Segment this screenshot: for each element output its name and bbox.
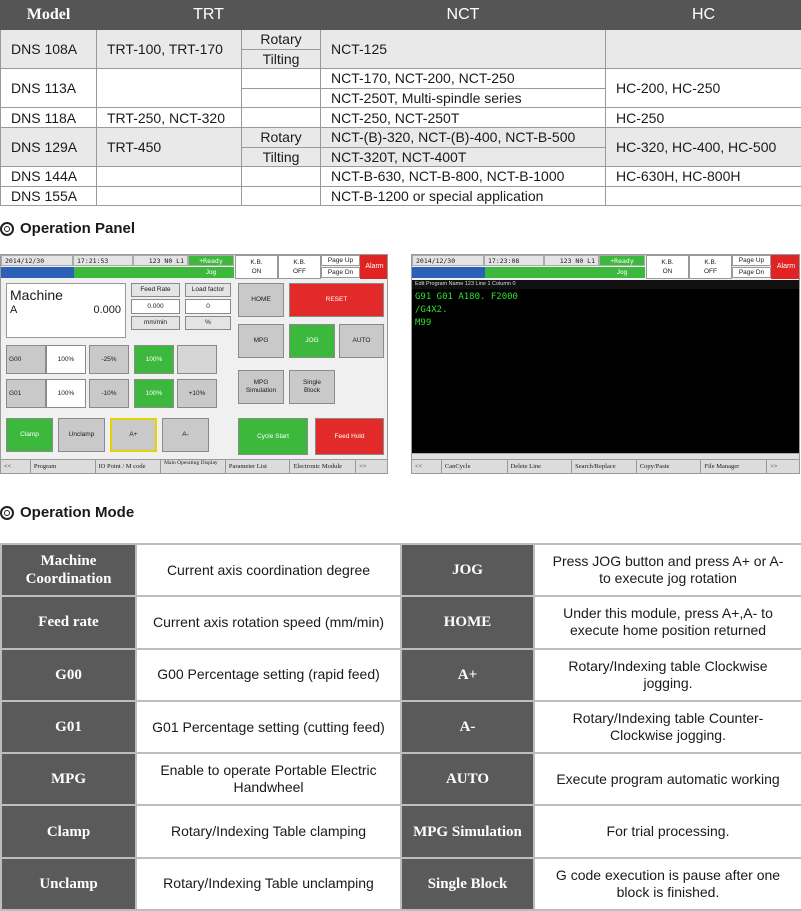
trt-cell: TRT-100, TRT-170 bbox=[97, 30, 242, 69]
g00-label: G00 bbox=[6, 345, 46, 374]
hc-cell: HC-250 bbox=[606, 108, 801, 128]
code-line: M99 bbox=[415, 317, 796, 330]
page-up-button[interactable]: Page Up bbox=[732, 255, 771, 266]
time-display bbox=[73, 255, 133, 266]
axis-value: 0.000 bbox=[93, 304, 121, 316]
mode-desc-cell: G01 Percentage setting (cutting feed) bbox=[136, 701, 401, 753]
mode-desc-cell: Execute program automatic working bbox=[534, 753, 801, 805]
model-cell: DNS 108A bbox=[1, 30, 97, 69]
operation-panel-heading bbox=[0, 220, 135, 237]
edit-info-bar: Edit Program Name 123 Line 1 Column 0 bbox=[412, 280, 799, 289]
hc-cell: HC-200, HC-250 bbox=[606, 69, 801, 108]
model-cell: DNS 113A bbox=[1, 69, 97, 108]
time-text: 17:23:08 bbox=[488, 257, 519, 265]
clamp-button[interactable]: Clamp bbox=[6, 418, 53, 452]
mode-key-cell: HOME bbox=[401, 596, 534, 648]
sub-type-cell: Rotary bbox=[242, 127, 321, 147]
unclamp-button[interactable]: Unclamp bbox=[58, 418, 105, 452]
axis-label: A bbox=[10, 304, 17, 316]
hc-cell bbox=[606, 186, 801, 206]
hc-cell: HC-320, HC-400, HC-500 bbox=[606, 127, 801, 166]
mpg-sim-line1: MPG bbox=[254, 379, 269, 387]
bottom-nav-bar bbox=[412, 459, 799, 473]
mode-desc-cell: Press JOG button and press A+ or A- to execute jog rotation bbox=[534, 544, 801, 596]
nct-cell: NCT-320T, NCT-400T bbox=[321, 147, 606, 167]
mode-desc-cell: For trial processing. bbox=[534, 805, 801, 857]
date-display bbox=[1, 255, 73, 266]
g00-plus-button[interactable] bbox=[177, 345, 217, 374]
model-cell: DNS 129A bbox=[1, 127, 97, 166]
alarm-indicator[interactable]: Alarm bbox=[771, 255, 800, 279]
kb-label: K.B. bbox=[704, 259, 716, 266]
table-row bbox=[1, 108, 801, 128]
load-factor-label: Load factor bbox=[185, 283, 231, 297]
auto-button[interactable]: AUTO bbox=[339, 324, 384, 358]
home-button[interactable]: HOME bbox=[238, 283, 284, 317]
double-circle-icon bbox=[0, 506, 14, 520]
sub-type-cell bbox=[242, 167, 321, 187]
nct-cell: NCT-(B)-320, NCT-(B)-400, NCT-B-500 bbox=[321, 127, 606, 147]
kb-label: K.B. bbox=[250, 259, 262, 266]
header-hc: HC bbox=[606, 1, 801, 30]
mode-key-cell: Single Block bbox=[401, 858, 534, 910]
kb-on-button[interactable] bbox=[646, 255, 689, 279]
nct-cell: NCT-250T, Multi-spindle series bbox=[321, 88, 606, 108]
g01-percentage: 100% bbox=[46, 379, 86, 408]
kb-off-button[interactable] bbox=[278, 255, 321, 279]
nav-copy-paste[interactable]: Copy/Paste bbox=[637, 460, 702, 473]
progress-bar-blue bbox=[1, 267, 74, 278]
ready-status bbox=[188, 255, 234, 266]
hc-cell: HC-630H, HC-800H bbox=[606, 167, 801, 187]
status-bar bbox=[1, 255, 387, 279]
kb-label: K.B. bbox=[661, 259, 673, 266]
table-row bbox=[1, 69, 801, 89]
single-block-button[interactable] bbox=[289, 370, 335, 404]
load-factor-unit: % bbox=[185, 316, 231, 330]
trt-cell: TRT-450 bbox=[97, 127, 242, 166]
nav-prev-button[interactable]: << bbox=[412, 460, 442, 473]
hc-cell bbox=[606, 30, 801, 69]
code-text: 123 N0 L1 bbox=[149, 257, 184, 265]
alarm-indicator[interactable]: Alarm bbox=[360, 255, 388, 279]
kb-on-label: ON bbox=[663, 268, 673, 275]
mode-key-cell: MPG bbox=[1, 753, 136, 805]
feed-rate-label: Feed Rate bbox=[131, 283, 180, 297]
status-bar bbox=[412, 255, 799, 279]
mode-desc-cell: Rotary/Indexing Table unclamping bbox=[136, 858, 401, 910]
table-row bbox=[1, 167, 801, 187]
page-up-button[interactable]: Page Up bbox=[321, 255, 360, 266]
table-row bbox=[1, 753, 801, 805]
reset-button[interactable]: RESET bbox=[289, 283, 384, 317]
kb-on-button[interactable] bbox=[235, 255, 278, 279]
operation-mode-heading bbox=[0, 504, 134, 521]
section-title: Operation Mode bbox=[20, 504, 134, 521]
sub-type-cell bbox=[242, 69, 321, 89]
nav-parameter-list[interactable]: Parameter List bbox=[226, 460, 291, 473]
cycle-start-button[interactable]: Cycle Start bbox=[238, 418, 308, 455]
progress-bar-blue bbox=[412, 267, 485, 278]
mode-indicator: Jog bbox=[599, 267, 645, 278]
mode-key-cell: Clamp bbox=[1, 805, 136, 857]
nct-cell: NCT-125 bbox=[321, 30, 606, 69]
nct-cell: NCT-250, NCT-250T bbox=[321, 108, 606, 128]
nav-file-manager[interactable]: File Manager bbox=[701, 460, 767, 473]
nav-electronic-module[interactable]: Electronic Module bbox=[290, 460, 356, 473]
mode-desc-cell: Rotary/Indexing Table clamping bbox=[136, 805, 401, 857]
model-cell: DNS 155A bbox=[1, 186, 97, 206]
nav-search-replace[interactable]: Search/Replace bbox=[572, 460, 637, 473]
mpg-simulation-button[interactable] bbox=[238, 370, 284, 404]
mode-key-cell: JOG bbox=[401, 544, 534, 596]
bottom-nav-bar bbox=[1, 459, 387, 473]
date-text: 2014/12/30 bbox=[5, 257, 44, 265]
program-code-display bbox=[133, 255, 188, 266]
mode-desc-cell: Rotary/Indexing table Counter-Clockwise jogging. bbox=[534, 701, 801, 753]
sub-type-cell: Tilting bbox=[242, 147, 321, 167]
sub-type-cell bbox=[242, 108, 321, 128]
trt-cell: TRT-250, NCT-320 bbox=[97, 108, 242, 128]
table-row bbox=[1, 649, 801, 701]
trt-cell bbox=[97, 69, 242, 108]
jog-button[interactable]: JOG bbox=[289, 324, 335, 358]
feed-rate-value: 0.000 bbox=[131, 299, 180, 314]
kb-off-label: OFF bbox=[704, 268, 717, 275]
nav-next-button[interactable]: >> bbox=[356, 460, 387, 473]
mode-desc-cell: G00 Percentage setting (rapid feed) bbox=[136, 649, 401, 701]
time-text: 17:21:53 bbox=[77, 257, 108, 265]
kb-off-button[interactable] bbox=[689, 255, 732, 279]
feed-hold-button[interactable]: Feed Hold bbox=[315, 418, 384, 455]
mode-desc-cell: Enable to operate Portable Electric Handwheel bbox=[136, 753, 401, 805]
machine-coordinate-box bbox=[6, 283, 126, 338]
load-factor-value: 0 bbox=[185, 299, 231, 314]
nav-delete-line[interactable]: Delete Line bbox=[508, 460, 573, 473]
g01-label: G01 bbox=[6, 379, 46, 408]
mode-key-cell: AUTO bbox=[401, 753, 534, 805]
status-text: +Ready bbox=[199, 257, 222, 265]
mode-desc-cell: Current axis coordination degree bbox=[136, 544, 401, 596]
a-plus-button[interactable]: A+ bbox=[110, 418, 157, 452]
nav-main-operating[interactable]: Main Operating Display bbox=[161, 460, 226, 473]
mode-key-cell: Feed rate bbox=[1, 596, 136, 648]
page-down-button[interactable]: Page Dn bbox=[321, 267, 360, 278]
program-edit-screen bbox=[411, 254, 800, 474]
nct-cell: NCT-170, NCT-200, NCT-250 bbox=[321, 69, 606, 89]
code-text: 123 N0 L1 bbox=[560, 257, 595, 265]
trt-cell bbox=[97, 186, 242, 206]
mode-key-cell: Machine Coordination bbox=[1, 544, 136, 596]
single-block-line2: Block bbox=[304, 387, 320, 395]
date-display bbox=[412, 255, 484, 266]
g01-plus-button[interactable]: +10% bbox=[177, 379, 217, 408]
kb-off-label: OFF bbox=[293, 268, 306, 275]
kb-on-label: ON bbox=[252, 268, 262, 275]
g00-100-button[interactable]: 100% bbox=[134, 345, 174, 374]
sub-type-cell: Tilting bbox=[242, 49, 321, 69]
nav-program[interactable]: Program bbox=[31, 460, 96, 473]
single-block-line1: Single bbox=[303, 379, 321, 387]
trt-cell bbox=[97, 167, 242, 187]
nav-next-button[interactable]: >> bbox=[767, 460, 799, 473]
header-model: Model bbox=[1, 1, 97, 30]
table-row bbox=[1, 186, 801, 206]
header-nct: NCT bbox=[321, 1, 606, 30]
g01-minus-button[interactable]: -10% bbox=[89, 379, 129, 408]
main-operating-screen bbox=[0, 254, 388, 474]
status-text: +Ready bbox=[610, 257, 633, 265]
mode-key-cell: G00 bbox=[1, 649, 136, 701]
table-row bbox=[1, 544, 801, 596]
operation-mode-table bbox=[0, 543, 801, 911]
a-minus-button[interactable]: A- bbox=[162, 418, 209, 452]
mode-key-cell: A- bbox=[401, 701, 534, 753]
header-trt: TRT bbox=[97, 1, 321, 30]
table-row bbox=[1, 701, 801, 753]
page-down-button[interactable]: Page Dn bbox=[732, 267, 771, 278]
kb-label: K.B. bbox=[293, 259, 305, 266]
mode-key-cell: MPG Simulation bbox=[401, 805, 534, 857]
nav-cancycle[interactable]: CanCycle bbox=[442, 460, 508, 473]
mode-desc-cell: Current axis rotation speed (mm/min) bbox=[136, 596, 401, 648]
g01-100-button[interactable]: 100% bbox=[134, 379, 174, 408]
nct-cell: NCT-B-630, NCT-B-800, NCT-B-1000 bbox=[321, 167, 606, 187]
mode-indicator: Jog bbox=[188, 267, 234, 278]
nav-prev-button[interactable]: << bbox=[1, 460, 31, 473]
ready-status bbox=[599, 255, 645, 266]
table-row bbox=[1, 596, 801, 648]
mode-desc-cell: G code execution is pause after one block is finished. bbox=[534, 858, 801, 910]
feed-rate-unit: mm/min bbox=[131, 316, 180, 330]
nav-io-point[interactable]: IO Point / M code bbox=[96, 460, 162, 473]
g00-percentage: 100% bbox=[46, 345, 86, 374]
code-line: /G4X2. bbox=[415, 304, 796, 317]
table-row bbox=[1, 858, 801, 910]
sub-type-cell bbox=[242, 186, 321, 206]
nct-cell: NCT-B-1200 or special application bbox=[321, 186, 606, 206]
table-row bbox=[1, 30, 801, 50]
compatibility-table bbox=[0, 0, 801, 206]
compat-header-row bbox=[1, 1, 801, 30]
time-display bbox=[484, 255, 544, 266]
machine-label: Machine bbox=[10, 287, 63, 303]
mode-key-cell: Unclamp bbox=[1, 858, 136, 910]
model-cell: DNS 144A bbox=[1, 167, 97, 187]
mode-key-cell: A+ bbox=[401, 649, 534, 701]
g00-minus-button[interactable]: -25% bbox=[89, 345, 129, 374]
program-code-display bbox=[544, 255, 599, 266]
code-editor[interactable] bbox=[412, 289, 799, 453]
mode-desc-cell: Under this module, press A+,A- to execute home position returned bbox=[534, 596, 801, 648]
date-text: 2014/12/30 bbox=[416, 257, 455, 265]
code-line: G91 G01 A180. F2000 bbox=[415, 291, 796, 304]
progress-bar-green bbox=[485, 267, 599, 278]
progress-bar-green bbox=[74, 267, 188, 278]
sub-type-cell: Rotary bbox=[242, 30, 321, 50]
mpg-button[interactable]: MPG bbox=[238, 324, 284, 358]
mpg-sim-line2: Simulation bbox=[246, 387, 276, 395]
mode-desc-cell: Rotary/Indexing table Clockwise jogging. bbox=[534, 649, 801, 701]
table-row bbox=[1, 127, 801, 147]
sub-type-cell bbox=[242, 88, 321, 108]
section-title: Operation Panel bbox=[20, 220, 135, 237]
table-row bbox=[1, 805, 801, 857]
mode-key-cell: G01 bbox=[1, 701, 136, 753]
double-circle-icon bbox=[0, 222, 14, 236]
model-cell: DNS 118A bbox=[1, 108, 97, 128]
